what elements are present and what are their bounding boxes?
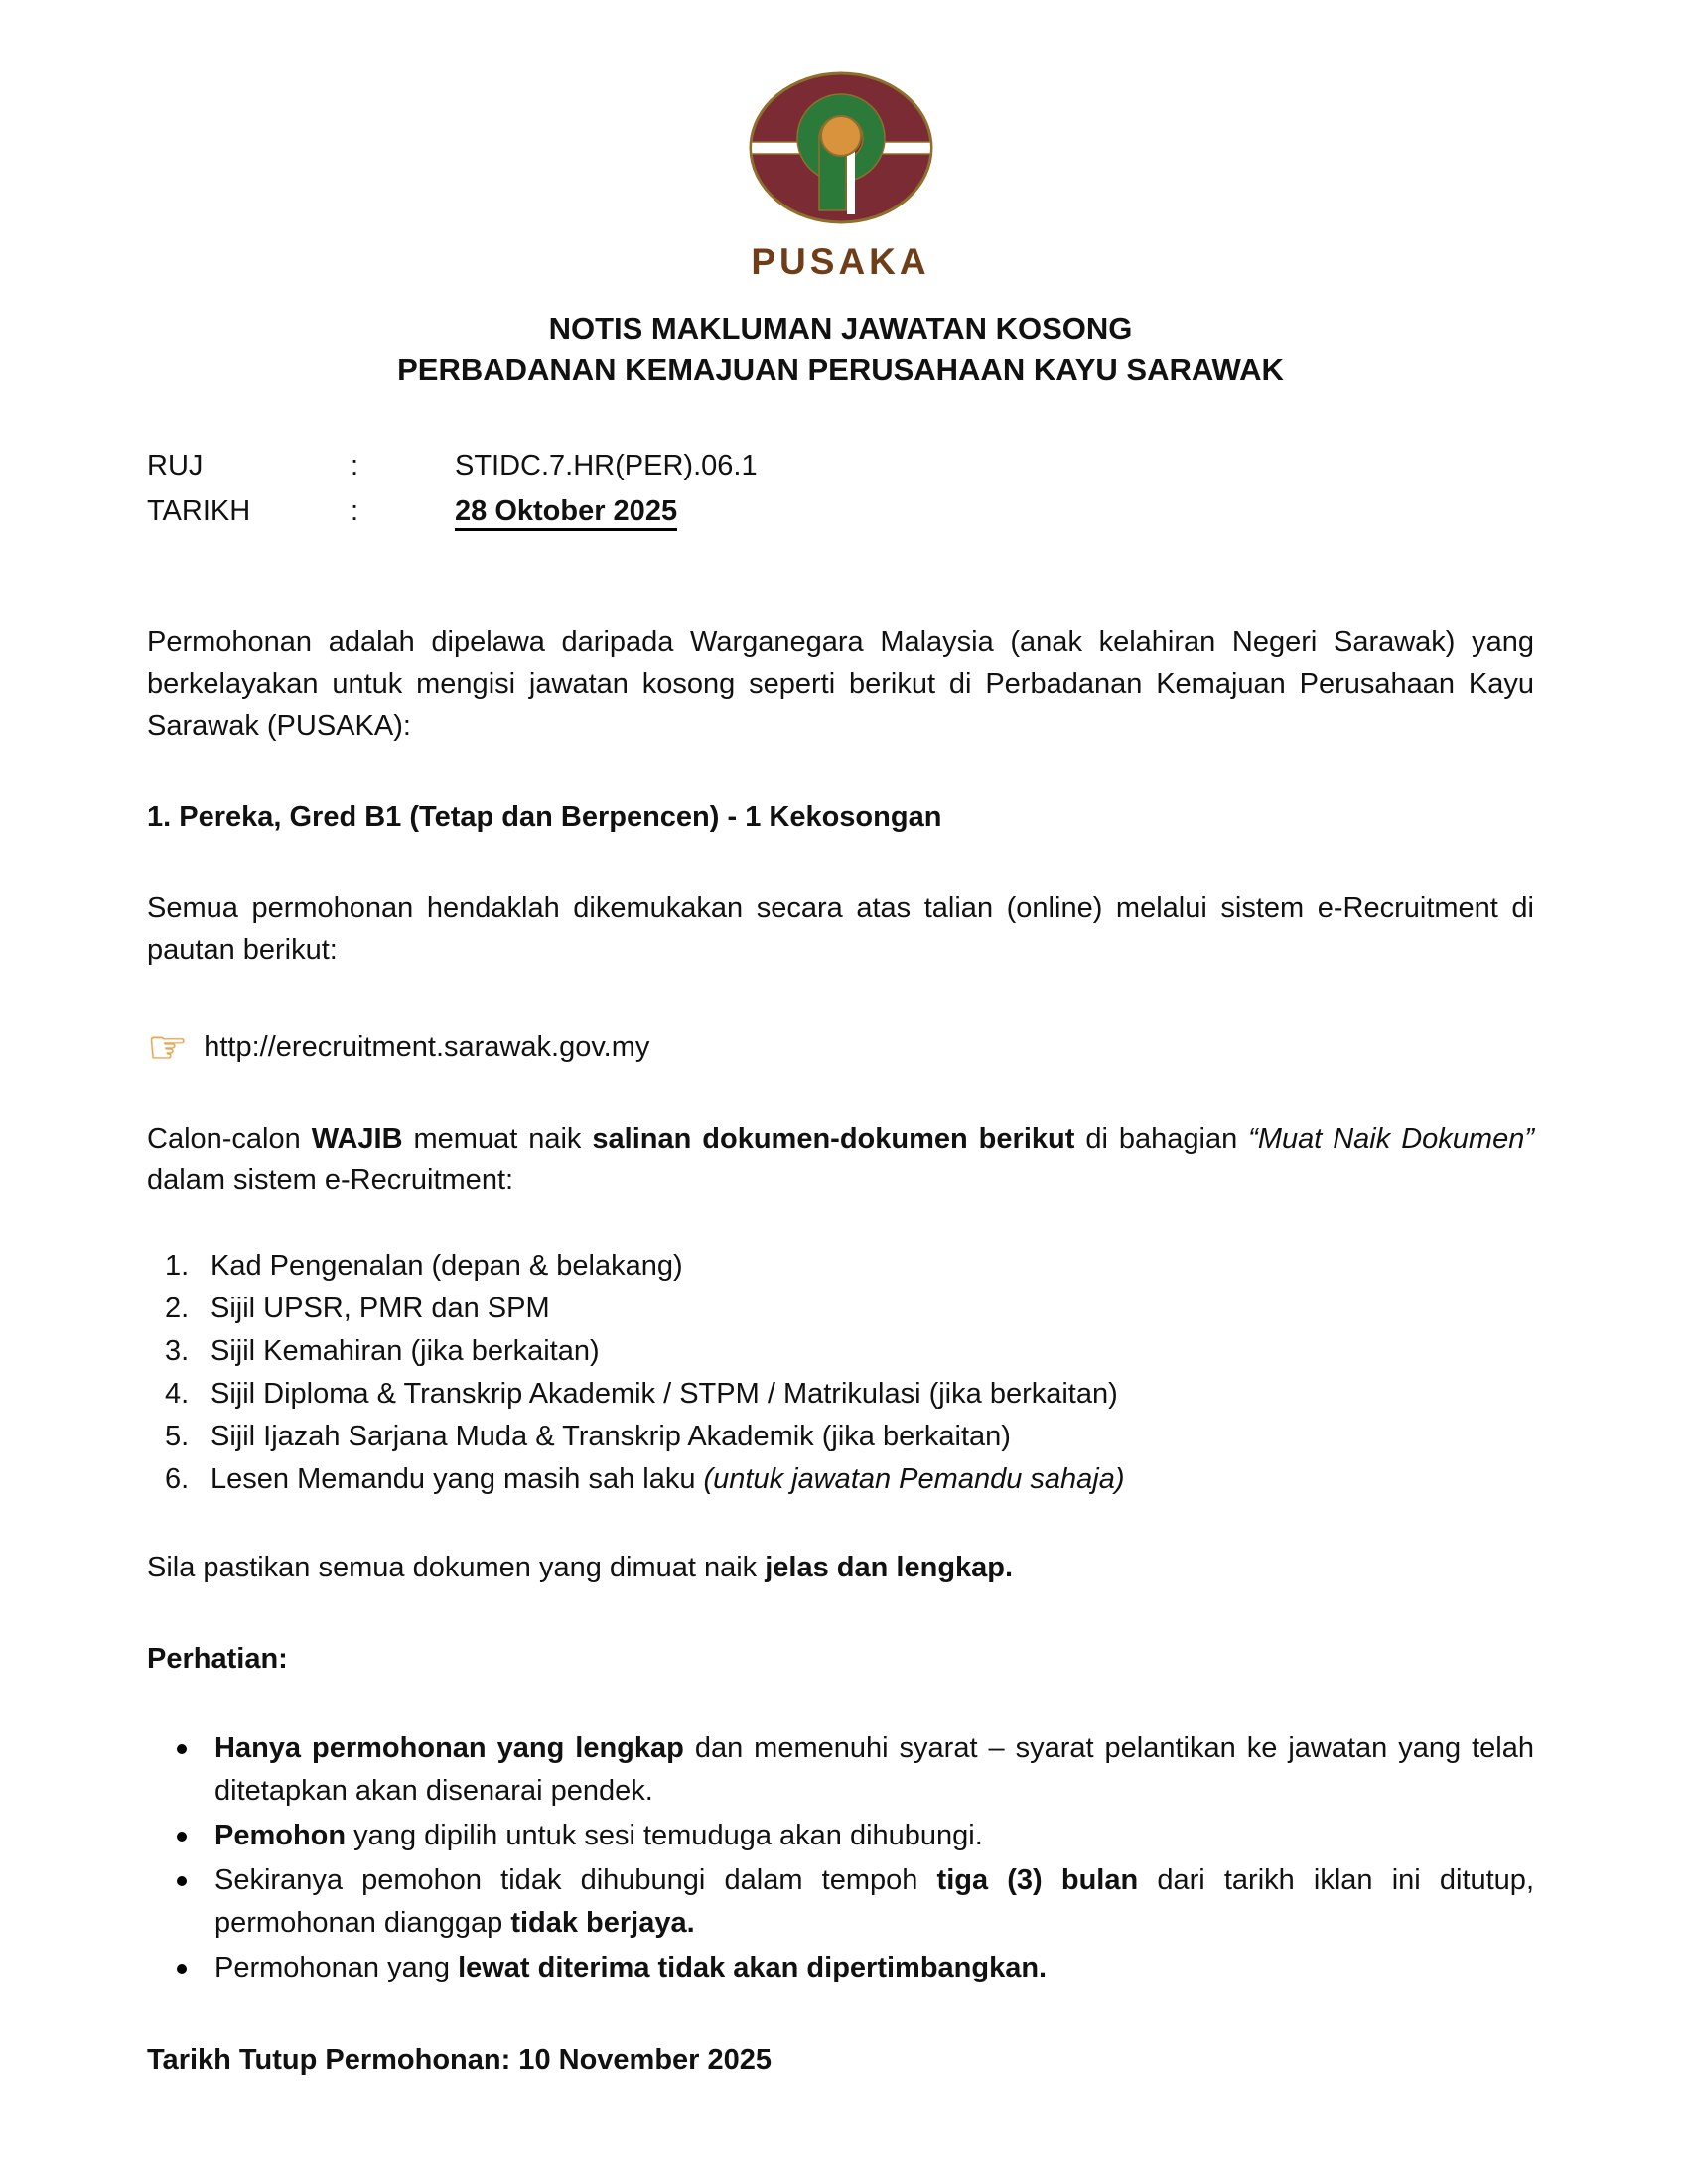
document-title: [147, 308, 1534, 391]
note-text: Hanya permohonan yang lengkap dan memenuhi syarat – syarat pelantikan ke jawatan yang telah ditetapkan akan disenarai pendek.: [214, 1732, 1534, 1807]
list-item-text: Kad Pengenalan (depan & belakang): [211, 1250, 683, 1282]
pusaka-logo: [147, 71, 1534, 282]
date-value: 28 Oktober 2025: [455, 488, 1534, 534]
ensure-paragraph: Sila pastikan semua dokumen yang dimuat naik jelas dan lengkap.: [147, 1552, 1014, 1583]
list-item-text: Sijil Kemahiran (jika berkaitan): [211, 1335, 600, 1367]
list-item-number: 4.: [165, 1378, 190, 1410]
vacancy-heading: 1. Pereka, Gred B1 (Tetap dan Berpencen) - 1 Kekosongan: [147, 801, 942, 833]
bullet-icon: [177, 1832, 187, 1842]
list-item-number: 6.: [165, 1463, 190, 1495]
upload-instructions-paragraph: Calon-calon WAJIB memuat naik salinan dokumen-dokumen berikut di bahagian “Muat Naik Dokumen” dalam sistem e-Recruitment:: [147, 1123, 1534, 1196]
note-item: [147, 1815, 1534, 1857]
online-submission-paragraph: Semua permohonan hendaklah dikemukakan secara atas talian (online) melalui sistem e-Recruitment di pautan berikut:: [147, 892, 1534, 966]
bullet-icon: [177, 1744, 187, 1754]
note-item: [147, 1727, 1534, 1813]
list-item-text: Sijil UPSR, PMR dan SPM: [211, 1293, 550, 1324]
reference-block: [147, 443, 1534, 534]
attention-notes-list: [147, 1727, 1534, 1989]
pusaka-logo-icon: [747, 71, 935, 228]
title-line-2: PERBADANAN KEMAJUAN PERUSAHAAN KAYU SARAWAK: [397, 352, 1284, 387]
recruitment-url-link[interactable]: http://erecruitment.sarawak.gov.my: [204, 1031, 650, 1063]
list-item-text: Sijil Ijazah Sarjana Muda & Transkrip Akademik (jika berkaitan): [211, 1421, 1011, 1452]
list-item: [147, 1416, 1534, 1458]
list-item: [147, 1330, 1534, 1373]
title-line-1: NOTIS MAKLUMAN JAWATAN KOSONG: [548, 311, 1133, 345]
list-item: [147, 1373, 1534, 1416]
closing-date-line: Tarikh Tutup Permohonan: 10 November 2025: [147, 2044, 773, 2076]
list-item-number: 1.: [165, 1250, 190, 1282]
bullet-icon: [177, 1876, 187, 1886]
attention-heading: Perhatian:: [147, 1643, 288, 1675]
list-item: [147, 1288, 1534, 1330]
reference-value: STIDC.7.HR(PER).06.1: [455, 450, 758, 481]
list-item: [147, 1245, 1534, 1288]
bullet-icon: [177, 1964, 187, 1974]
list-item-number: 5.: [165, 1421, 190, 1452]
list-item: [147, 1458, 1534, 1501]
list-item-text: Lesen Memandu yang masih sah laku (untuk jawatan Pemandu sahaja): [211, 1463, 1125, 1495]
pointing-hand-icon: ☞: [147, 1022, 189, 1073]
list-item-text: Sijil Diploma & Transkrip Akademik / STPM / Matrikulasi (jika berkaitan): [211, 1378, 1118, 1410]
logo-wordmark: PUSAKA: [751, 241, 930, 282]
reference-row: [147, 443, 1534, 488]
note-text: Sekiranya pemohon tidak dihubungi dalam tempoh tiga (3) bulan dari tarikh iklan ini ditutup, permohonan dianggap tidak berjaya.: [214, 1864, 1534, 1939]
date-row: [147, 488, 1534, 534]
date-separator: :: [351, 495, 359, 527]
note-text: Permohonan yang lewat diterima tidak akan dipertimbangkan.: [214, 1952, 1048, 1983]
reference-separator: :: [351, 450, 359, 481]
note-text: Pemohon yang dipilih untuk sesi temuduga akan dihubungi.: [214, 1820, 983, 1851]
intro-paragraph: Permohonan adalah dipelawa daripada Warganegara Malaysia (anak kelahiran Negeri Sarawak) yang berkelayakan untuk mengisi jawatan kosong seperti berikut di Perbadanan Kemajuan Perusahaan Kayu Sarawak (PUSAKA):: [147, 626, 1534, 742]
reference-label: RUJ: [147, 450, 204, 481]
note-item: [147, 1947, 1534, 1989]
document-list: [147, 1245, 1534, 1501]
recruitment-link-line: [147, 1022, 1534, 1073]
date-label: TARIKH: [147, 495, 251, 527]
list-item-number: 2.: [165, 1293, 190, 1324]
list-item-number: 3.: [165, 1335, 190, 1367]
note-item: [147, 1859, 1534, 1945]
